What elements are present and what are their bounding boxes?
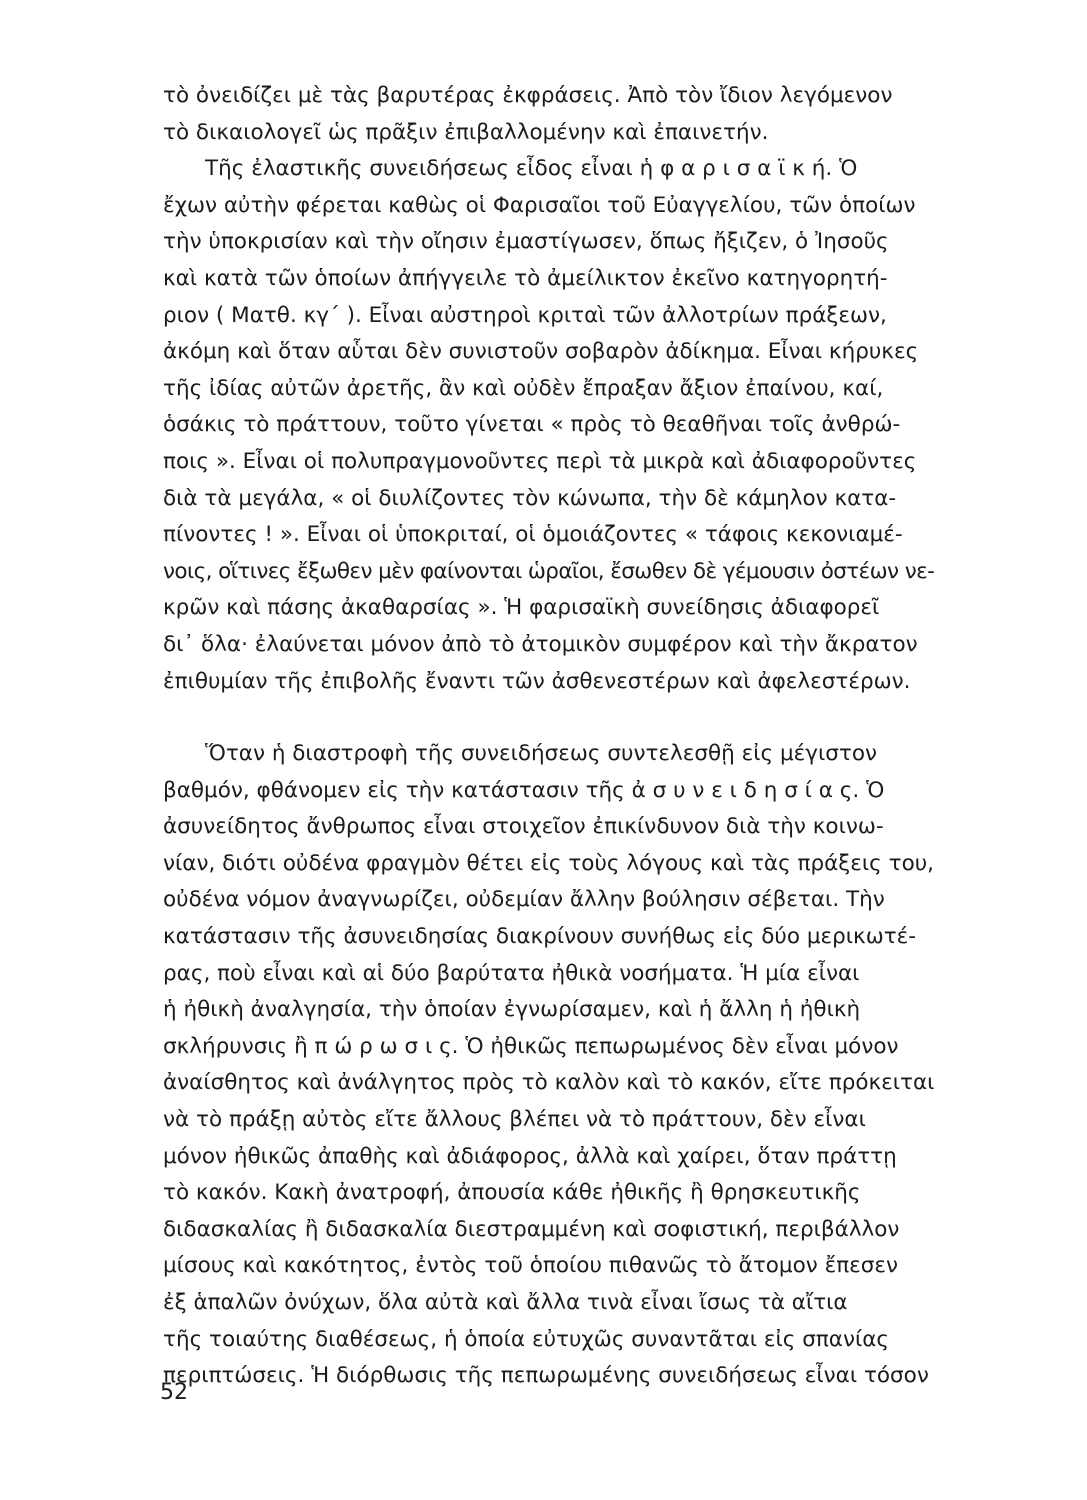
- text-line: ἐπιθυμίαν τῆς ἐπιβολῆς ἔναντι τῶν ἀσθενεστέρων καὶ ἀφελεστέρων.: [163, 668, 911, 694]
- text-line: νίαν, διότι οὐδένα φραγμὸν θέτει εἰς τοὺς λόγους καὶ τὰς πράξεις του,: [163, 850, 934, 876]
- text-line: ἀκόμη καὶ ὅταν αὗται δὲν συνιστοῦν σοβαρὸν ἀδίκημα. Εἶναι κήρυκες: [163, 339, 919, 365]
- text-line: τὸ δικαιολογεῖ ὡς πρᾶξιν ἐπιβαλλομένην καὶ ἐπαινετήν.: [163, 119, 769, 145]
- text-line: ὁσάκις τὸ πράττουν, τοῦτο γίνεται « πρὸς τὸ θεαθῆναι τοῖς ἀνθρώ-: [163, 412, 901, 438]
- text-line: τὸ ὀνειδίζει μὲ τὰς βαρυτέρας ἐκφράσεις. Ἀπὸ τὸν ἴδιον λεγόμενον: [163, 83, 893, 108]
- text-line: οὐδένα νόμον ἀναγνωρίζει, οὐδεμίαν ἄλλην βούλησιν σέβεται. Τὴν: [163, 887, 885, 913]
- paragraph-gap: [163, 700, 1021, 736]
- text-line: Τῆς ἐλαστικῆς συνειδήσεως εἶδος εἶναι ἡ φ α ρ ι σ α ϊ κ ή. Ὁ: [205, 156, 858, 182]
- text-line: ἀσυνείδητος ἄνθρωπος εἶναι στοιχεῖον ἐπικίνδυνον διὰ τὴν κοινω-: [163, 814, 884, 840]
- paragraph-unconscientiousness: [163, 736, 1021, 1395]
- text-line: δι᾿ ὅλα· ἐλαύνεται μόνον ἀπὸ τὸ ἀτομικὸν συμφέρον καὶ τὴν ἄκρατον: [163, 631, 918, 657]
- text-line: νὰ τὸ πράξῃ αὐτὸς εἴτε ἄλλους βλέπει νὰ τὸ πράττουν, δὲν εἶναι: [163, 1107, 866, 1133]
- text-line: διδασκαλίας ἢ διδασκαλία διεστραμμένη καὶ σοφιστική, περιβάλλον: [163, 1216, 900, 1242]
- text-line: ρας, ποὺ εἶναι καὶ αἱ δύο βαρύτατα ἠθικὰ νοσήματα. Ἡ μία εἶναι: [163, 960, 860, 986]
- text-line: περιπτώσεις. Ἡ διόρθωσις τῆς πεπωρωμένης συνειδήσεως εἶναι τόσον: [163, 1363, 929, 1389]
- text-line: κρῶν καὶ πάσης ἀκαθαρσίας ». Ἡ φαρισαϊκὴ συνείδησις ἀδιαφορεῖ: [163, 595, 880, 621]
- body-text: [163, 78, 1021, 1395]
- text-line: ἀναίσθητος καὶ ἀνάλγητος πρὸς τὸ καλὸν καὶ τὸ κακόν, εἴτε πρόκειται: [163, 1070, 935, 1096]
- paragraph-pharisaic-conscience: [163, 78, 1021, 700]
- text-line: τῆς τοιαύτης διαθέσεως, ἡ ὁποία εὐτυχῶς συναντᾶται εἰς σπανίας: [163, 1326, 890, 1352]
- text-line: μόνον ἠθικῶς ἀπαθὴς καὶ ἀδιάφορος, ἀλλὰ καὶ χαίρει, ὅταν πράττῃ: [163, 1143, 897, 1169]
- text-line: βαθμόν, φθάνομεν εἰς τὴν κατάστασιν τῆς ἀ σ υ ν ε ι δ η σ ί α ς. Ὁ: [163, 777, 885, 803]
- text-line: τὴν ὑποκρισίαν καὶ τὴν οἴησιν ἐμαστίγωσεν, ὅπως ἤξιζεν, ὁ Ἰησοῦς: [163, 229, 889, 255]
- text-line: ἔχων αὐτὴν φέρεται καθὼς οἱ Φαρισαῖοι τοῦ Εὐαγγελίου, τῶν ὁποίων: [163, 192, 916, 218]
- text-line: πίνοντες ! ». Εἶναι οἱ ὑποκριταί, οἱ ὁμοιάζοντες « τάφοις κεκονιαμέ-: [163, 522, 903, 548]
- text-line: μίσους καὶ κακότητος, ἐντὸς τοῦ ὁποίου πιθανῶς τὸ ἄτομον ἔπεσεν: [163, 1253, 899, 1279]
- text-line: τῆς ἰδίας αὐτῶν ἀρετῆς, ἂν καὶ οὐδὲν ἔπραξαν ἄξιον ἐπαίνου, καί,: [163, 375, 884, 401]
- text-line: τὸ κακόν. Κακὴ ἀνατροφή, ἀπουσία κάθε ἠθικῆς ἢ θρησκευτικῆς: [163, 1180, 861, 1206]
- text-line: Ὅταν ἡ διαστροφὴ τῆς συνειδήσεως συντελεσθῇ εἰς μέγιστον: [205, 741, 877, 767]
- text-line: ἡ ἠθικὴ ἀναλγησία, τὴν ὁποίαν ἐγνωρίσαμεν, καὶ ἡ ἄλλη ἡ ἠθικὴ: [163, 997, 861, 1023]
- text-line: κατάστασιν τῆς ἀσυνειδησίας διακρίνουν συνήθως εἰς δύο μερικωτέ-: [163, 924, 917, 950]
- text-line: ἐξ ἁπαλῶν ὀνύχων, ὅλα αὐτὰ καὶ ἄλλα τινὰ εἶναι ἴσως τὰ αἴτια: [163, 1290, 848, 1315]
- text-line: καὶ κατὰ τῶν ὁποίων ἀπήγγειλε τὸ ἀμείλικτον ἐκεῖνο κατηγορητή-: [163, 265, 888, 291]
- text-line: διὰ τὰ μεγάλα, « οἱ διυλίζοντες τὸν κώνωπα, τὴν δὲ κάμηλον κατα-: [163, 485, 897, 511]
- page-number: 52: [160, 1380, 188, 1405]
- text-line: σκλήρυνσις ἢ π ώ ρ ω σ ι ς. Ὁ ἠθικῶς πεπωρωμένος δὲν εἶναι μόνον: [163, 1033, 899, 1059]
- text-line: ποις ». Εἶναι οἱ πολυπραγμονοῦντες περὶ τὰ μικρὰ καὶ ἀδιαφοροῦντες: [163, 448, 917, 474]
- text-line: νοις, οἵτινες ἔξωθεν μὲν φαίνονται ὡραῖοι, ἔσωθεν δὲ γέμουσιν ὀστέων νε-: [163, 558, 935, 584]
- text-line: ριον ( Ματθ. κγ΄ ). Εἶναι αὐστηροὶ κριταὶ τῶν ἀλλοτρίων πράξεων,: [163, 302, 887, 328]
